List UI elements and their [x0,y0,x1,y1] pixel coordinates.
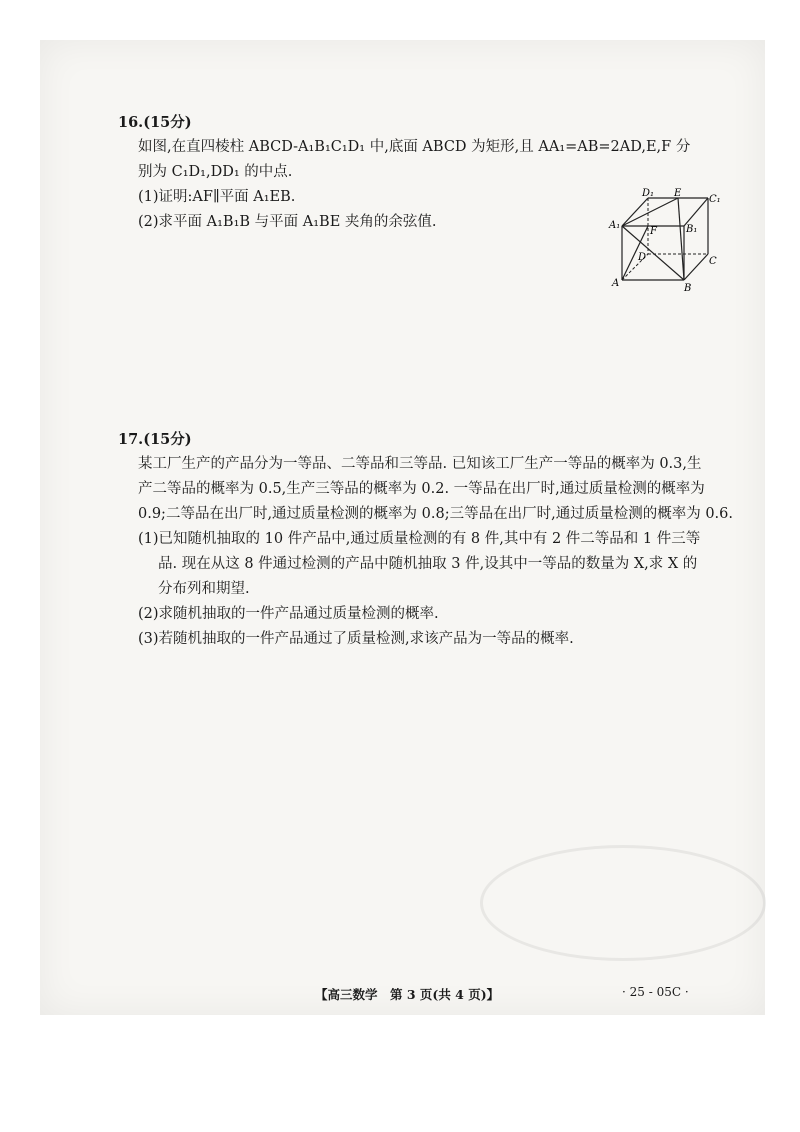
label-b: B [684,283,692,294]
exam-code: · 25 - 05C · [622,985,689,999]
problem-17-part-3: (3)若随机抽取的一件产品通过了质量检测,求该产品为一等品的概率. [138,631,574,647]
problem-17-statement-3: 0.9;二等品在出厂时,通过质量检测的概率为 0.8;三等品在出厂时,通过质量检测的概率为 0.6. [138,506,733,522]
problem-16-header: 16.(15分) [118,114,192,131]
problem-16-part-2: (2)求平面 A₁B₁B 与平面 A₁BE 夹角的余弦值. [138,214,437,230]
problem-17-statement-1: 某工厂生产的产品分为一等品、二等品和三等品. 已知该工厂生产一等品的概率为 0.3,生 [138,456,702,472]
problem-17-statement-2: 产二等品的概率为 0.5,生产三等品的概率为 0.2. 一等品在出厂时,通过质量检测的概率为 [138,481,705,497]
label-d: D [638,252,647,263]
label-d1: D₁ [642,188,655,199]
faded-stamp [480,845,766,961]
prism-figure [608,188,721,294]
problem-17-part-1-line-1: (1)已知随机抽取的 10 件产品中,通过质量检测的有 8 件,其中有 2 件二等品和 1 件三等 [138,531,701,547]
label-c1: C₁ [709,194,721,205]
label-a1: A₁ [609,220,621,231]
page-footer: 【高三数学 第 3 页(共 4 页)】 [315,987,500,1002]
problem-17 [118,427,733,652]
label-a: A [612,278,620,289]
label-f: F [650,226,657,237]
label-c: C [709,256,717,267]
problem-17-part-1-line-3: 分布列和期望. [158,581,250,597]
problem-16-statement-2: 别为 C₁D₁,DD₁ 的中点. [138,164,293,180]
label-e: E [674,188,682,199]
problem-16-statement-1: 如图,在直四棱柱 ABCD-A₁B₁C₁D₁ 中,底面 ABCD 为矩形,且 AA₁=AB=2AD,E,F 分 [138,139,691,155]
problem-16-part-1: (1)证明:AF∥平面 A₁EB. [138,189,296,205]
problem-17-part-1-line-2: 品. 现在从这 8 件通过检测的产品中随机抽取 3 件,设其中一等品的数量为 X,求 X 的 [158,556,698,572]
label-b1: B₁ [686,224,698,235]
problem-17-part-2: (2)求随机抽取的一件产品通过质量检测的概率. [138,606,439,622]
problem-17-header: 17.(15分) [118,431,192,448]
